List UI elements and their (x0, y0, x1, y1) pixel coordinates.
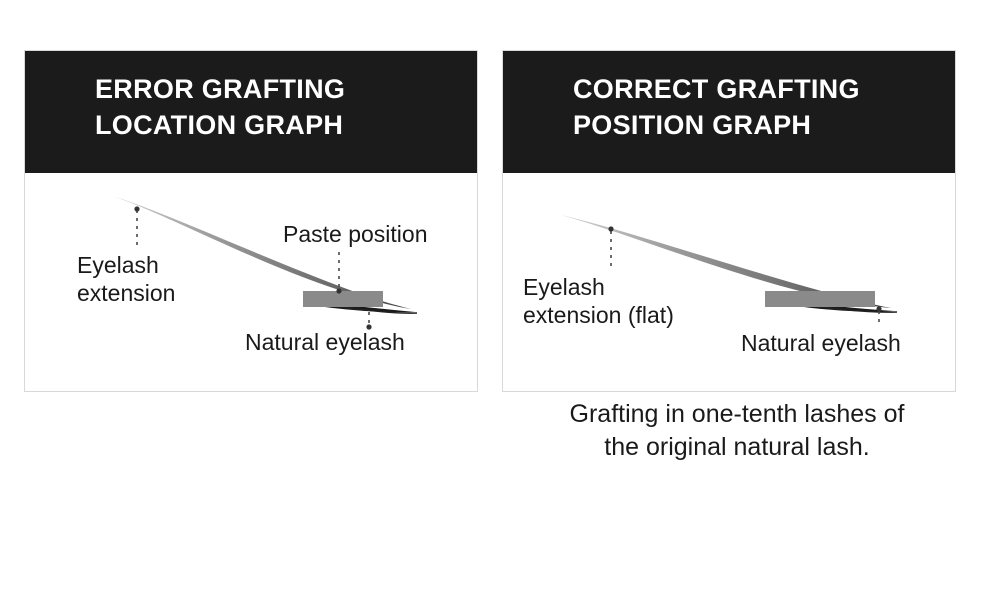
panel-title-line1: ERROR GRAFTING (95, 74, 346, 104)
panel-header-error (25, 51, 477, 173)
caption-line1: Grafting in one-tenth lashes of (569, 400, 905, 428)
caption (502, 398, 972, 464)
label-eyelash-extension (77, 251, 175, 307)
label-eyelash-extension-line1: Eyelash (77, 252, 159, 278)
label-eyelash-extension (523, 273, 674, 329)
panel-correct-grafting (502, 50, 956, 392)
panel-body-correct (503, 173, 955, 391)
leader-dot-natural (876, 306, 881, 311)
label-eyelash-extension-line1: Eyelash (523, 274, 605, 300)
label-eyelash-extension-line2: extension (flat) (523, 302, 674, 328)
panel-title-line2: LOCATION GRAPH (95, 110, 344, 140)
leader-dot-paste (336, 288, 341, 293)
panel-error-grafting (24, 50, 478, 392)
label-natural-eyelash: Natural eyelash (741, 330, 901, 356)
label-paste-position: Paste position (283, 221, 428, 247)
leader-dot-extension (134, 206, 139, 211)
label-eyelash-extension-line2: extension (77, 280, 176, 306)
panel-title-line2: POSITION GRAPH (573, 110, 812, 140)
panel-header-correct (503, 51, 955, 173)
paste-position-block (303, 291, 383, 307)
leader-dot-extension (608, 226, 613, 231)
caption-line2: the original natural lash. (604, 433, 870, 461)
panel-body-error (25, 173, 477, 391)
label-natural-eyelash: Natural eyelash (245, 329, 405, 355)
panel-title-line1: CORRECT GRAFTING (573, 74, 860, 104)
grafting-zone-block (765, 291, 875, 307)
